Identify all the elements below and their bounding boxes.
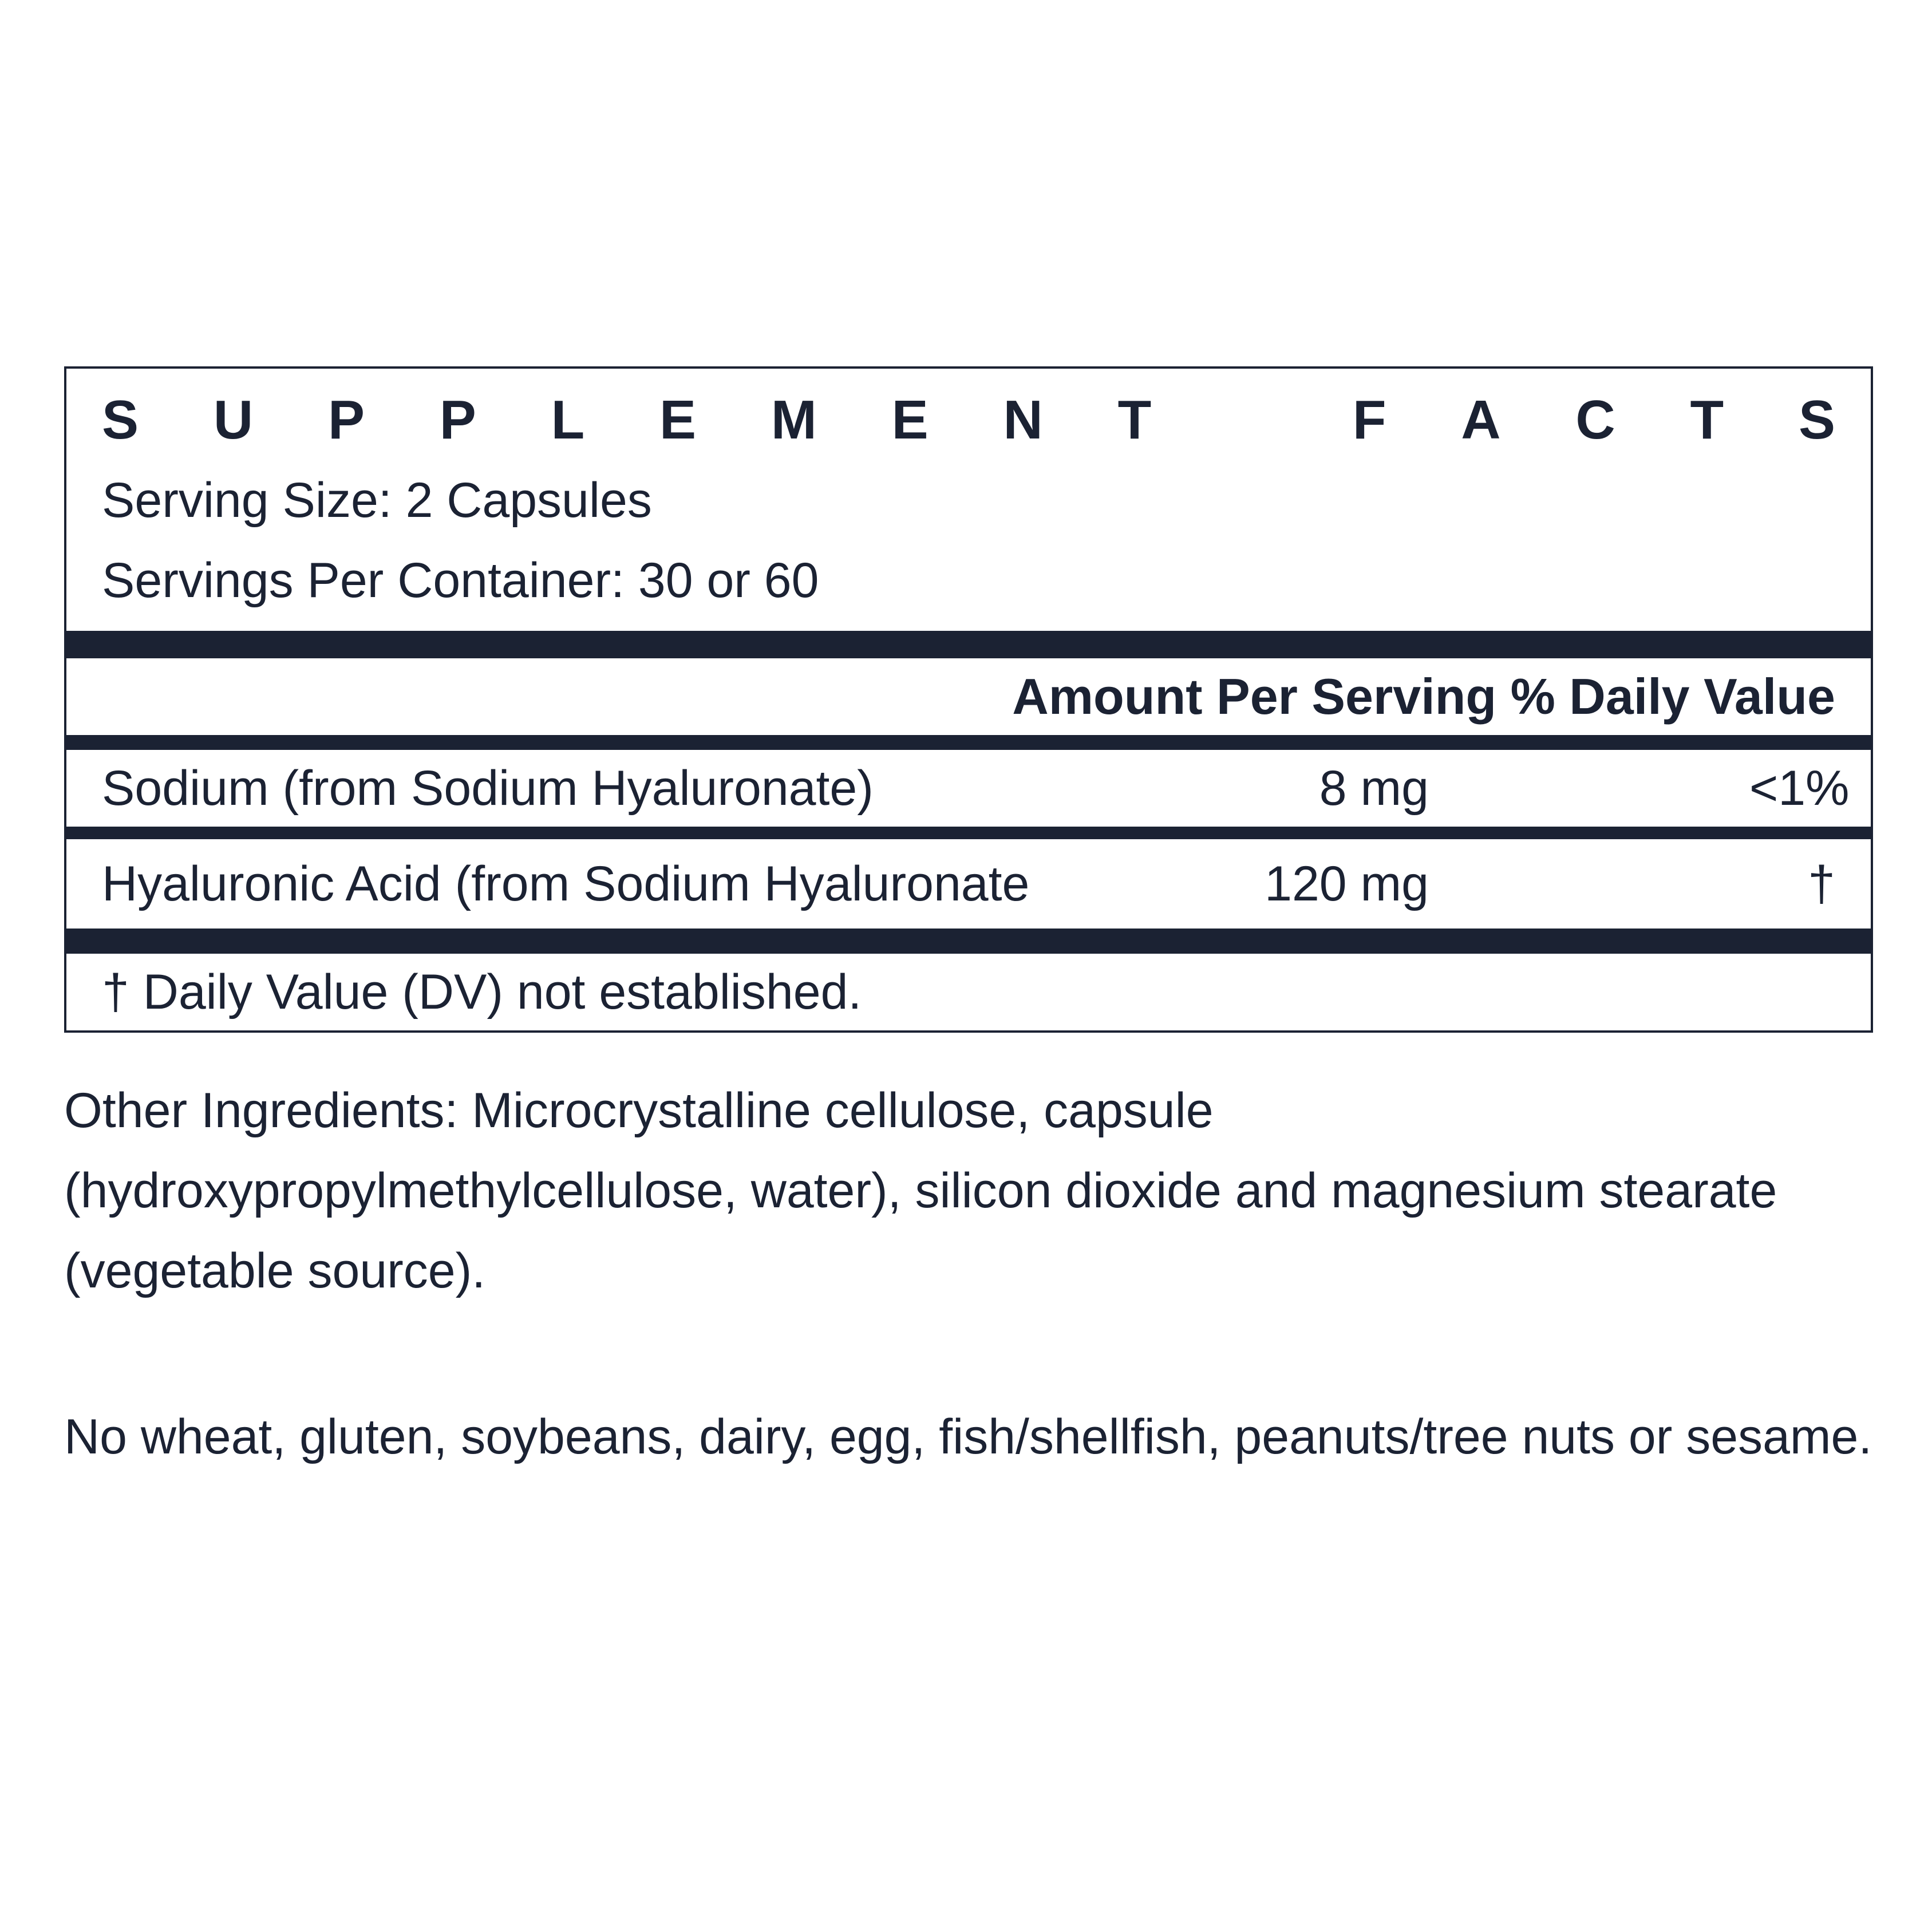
servings-per-container: Servings Per Container: 30 or 60 bbox=[102, 553, 819, 608]
title-letter: T bbox=[1690, 389, 1724, 451]
title-letter: P bbox=[439, 389, 476, 451]
nutrient-row bbox=[66, 839, 1871, 929]
header-divider bbox=[66, 735, 1871, 750]
supplement-facts-panel bbox=[64, 366, 1873, 1033]
serving-size: Serving Size: 2 Capsules bbox=[102, 473, 652, 528]
title-word-gap bbox=[1226, 380, 1278, 460]
nutrient-name: Hyaluronic Acid (from Sodium Hyaluronate bbox=[102, 856, 1030, 911]
other-ingredients: Other Ingredients: Microcrystalline cellulose, capsule (hydroxypropylmethylcellulose, water), silicon dioxide and magnesium stearate (vegetable source). bbox=[64, 1083, 1777, 1298]
nutrient-amount: 120 mg bbox=[1265, 856, 1429, 911]
facts-title bbox=[102, 380, 1835, 460]
title-letter: M bbox=[771, 389, 817, 451]
title-letter: C bbox=[1575, 389, 1615, 451]
nutrient-row bbox=[66, 750, 1871, 827]
nutrient-name: Sodium (from Sodium Hyaluronate) bbox=[102, 760, 874, 816]
title-letter: A bbox=[1461, 389, 1501, 451]
column-header: Amount Per Serving % Daily Value bbox=[1012, 668, 1835, 725]
row-divider bbox=[66, 827, 1871, 839]
title-letter: S bbox=[102, 389, 139, 451]
title-letter: P bbox=[327, 389, 365, 451]
title-letter: U bbox=[213, 389, 254, 451]
title-letter: L bbox=[551, 389, 585, 451]
allergen-statement: No wheat, gluten, soybeans, dairy, egg, fish/shellfish, peanuts/tree nuts or sesame. bbox=[64, 1409, 1872, 1464]
nutrient-daily-value: † bbox=[1808, 856, 1835, 911]
title-letter: E bbox=[891, 389, 929, 451]
nutrient-amount: 8 mg bbox=[1319, 760, 1429, 816]
nutrient-daily-value: <1% bbox=[1749, 760, 1850, 816]
title-letter: E bbox=[659, 389, 697, 451]
thick-divider bbox=[66, 631, 1871, 658]
title-letter: N bbox=[1003, 389, 1043, 451]
footnote-divider bbox=[66, 929, 1871, 954]
title-letter: T bbox=[1117, 389, 1152, 451]
title-letter: S bbox=[1798, 389, 1835, 451]
facts-header bbox=[66, 369, 1871, 621]
dv-footnote: † Daily Value (DV) not established. bbox=[102, 964, 862, 1020]
title-letter: F bbox=[1352, 389, 1386, 451]
